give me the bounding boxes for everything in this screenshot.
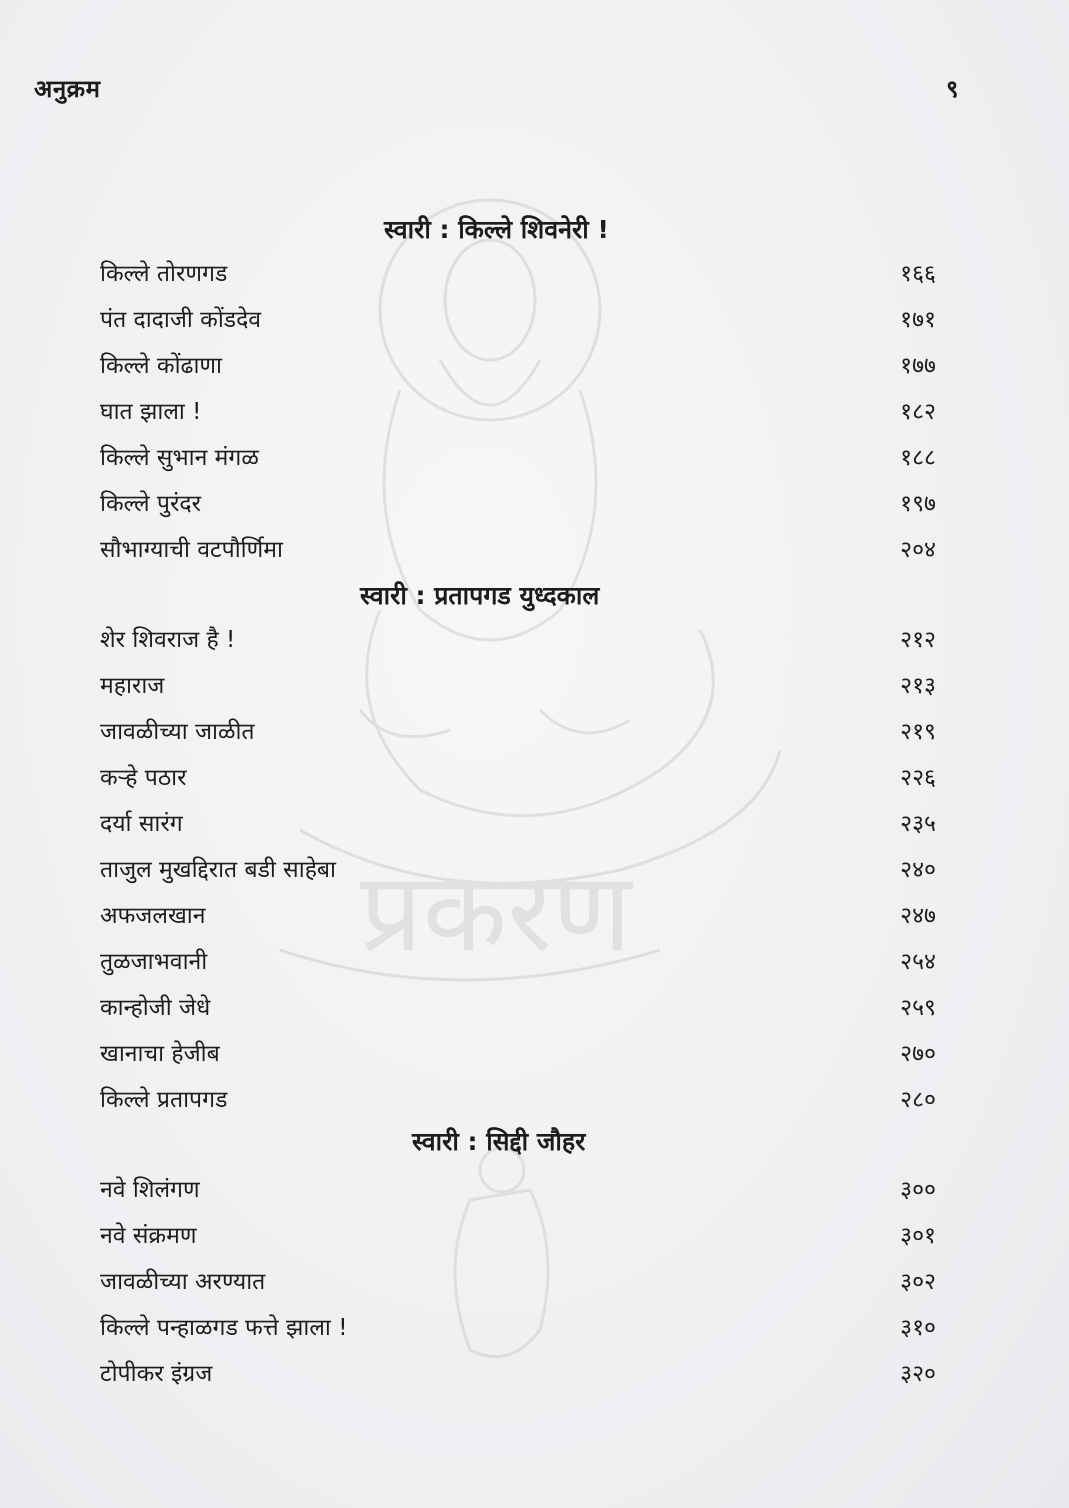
- section-heading-siddi-jauhar: स्वारी : सिद्दी जौहर: [412, 1127, 586, 1156]
- entry-page-number: २१९: [900, 719, 936, 745]
- toc-entry: [100, 1036, 936, 1076]
- entry-page-number: ३०२: [900, 1269, 936, 1295]
- toc-entry: [100, 486, 936, 526]
- entry-title: जावळीच्या जाळीत: [100, 719, 255, 745]
- toc-entry: [100, 668, 936, 708]
- entry-title: महाराज: [100, 673, 165, 699]
- entry-title: तुळजाभवानी: [100, 949, 208, 975]
- toc-entry: [100, 394, 936, 434]
- entry-title: दर्या सारंग: [100, 811, 183, 837]
- toc-entry: [100, 898, 936, 938]
- page-number: ९: [946, 75, 959, 103]
- entry-title: अफजलखान: [100, 903, 206, 929]
- toc-entry: [100, 1264, 936, 1304]
- entry-page-number: २५९: [900, 995, 936, 1021]
- section-heading-shivneri: स्वारी : किल्ले शिवनेरी !: [384, 215, 609, 244]
- entry-title: घात झाला !: [100, 399, 202, 425]
- entry-title: किल्ले कोंढाणा: [100, 353, 223, 379]
- entry-title: टोपीकर इंग्रज: [100, 1361, 213, 1387]
- entry-page-number: २१३: [900, 673, 936, 699]
- entry-title: नवे शिलंगण: [100, 1177, 200, 1203]
- entry-title: जावळीच्या अरण्यात: [100, 1269, 266, 1295]
- entry-page-number: २४७: [900, 903, 936, 929]
- toc-entry: [100, 348, 936, 388]
- entry-page-number: ३१०: [900, 1315, 936, 1341]
- entry-page-number: २१२: [900, 627, 936, 653]
- entry-page-number: २०४: [900, 537, 936, 563]
- entry-page-number: ३००: [900, 1177, 936, 1203]
- toc-entry: [100, 1218, 936, 1258]
- entry-title: सौभाग्याची वटपौर्णिमा: [100, 537, 283, 563]
- toc-entry: [100, 714, 936, 754]
- entry-title: पंत दादाजी कोंडदेव: [100, 307, 262, 333]
- entry-title: किल्ले तोरणगड: [100, 261, 228, 287]
- toc-entry: [100, 256, 936, 296]
- entry-title: किल्ले पन्हाळगड फत्ते झाला !: [100, 1315, 348, 1341]
- toc-entry: [100, 944, 936, 984]
- entry-page-number: १७१: [900, 307, 936, 333]
- toc-entry: [100, 1310, 936, 1350]
- toc-entry: [100, 1082, 936, 1122]
- entry-page-number: २३५: [900, 811, 936, 837]
- header-contents-label: अनुक्रम: [34, 75, 101, 103]
- entry-page-number: ३०१: [900, 1223, 936, 1249]
- entry-title: शेर शिवराज है !: [100, 627, 236, 653]
- entry-page-number: २७०: [900, 1041, 936, 1067]
- toc-entry: [100, 990, 936, 1030]
- toc-entry: [100, 532, 936, 572]
- section-heading-pratapgad: स्वारी : प्रतापगड युध्दकाल: [360, 581, 600, 610]
- entry-page-number: १८२: [900, 399, 936, 425]
- toc-entry: [100, 302, 936, 342]
- entry-page-number: १६६: [900, 261, 936, 287]
- entry-page-number: २८०: [900, 1087, 936, 1113]
- toc-entry: [100, 440, 936, 480]
- entry-page-number: २२६: [900, 765, 936, 791]
- svg-text:प्रकरण: प्रकरण: [360, 848, 632, 976]
- entry-page-number: १७७: [900, 353, 936, 379]
- entry-page-number: ३२०: [900, 1361, 936, 1387]
- entry-page-number: २५४: [900, 949, 936, 975]
- entry-title: नवे संक्रमण: [100, 1223, 197, 1249]
- entry-page-number: १८८: [900, 445, 936, 471]
- toc-entry: [100, 1356, 936, 1396]
- entry-page-number: २४०: [900, 857, 936, 883]
- toc-entry: [100, 1172, 936, 1212]
- entry-title: खानाचा हेजीब: [100, 1041, 220, 1067]
- entry-page-number: १९७: [900, 491, 936, 517]
- entry-title: कऱ्हे पठार: [100, 765, 187, 791]
- entry-title: ताजुल मुखद्दिरात बडी साहेबा: [100, 857, 336, 883]
- toc-entry: [100, 806, 936, 846]
- toc-entry: [100, 852, 936, 892]
- entry-title: किल्ले पुरंदर: [100, 491, 201, 517]
- toc-entry: [100, 622, 936, 662]
- entry-title: किल्ले प्रतापगड: [100, 1087, 228, 1113]
- toc-entry: [100, 760, 936, 800]
- entry-title: किल्ले सुभान मंगळ: [100, 445, 259, 471]
- entry-title: कान्होजी जेधे: [100, 995, 211, 1021]
